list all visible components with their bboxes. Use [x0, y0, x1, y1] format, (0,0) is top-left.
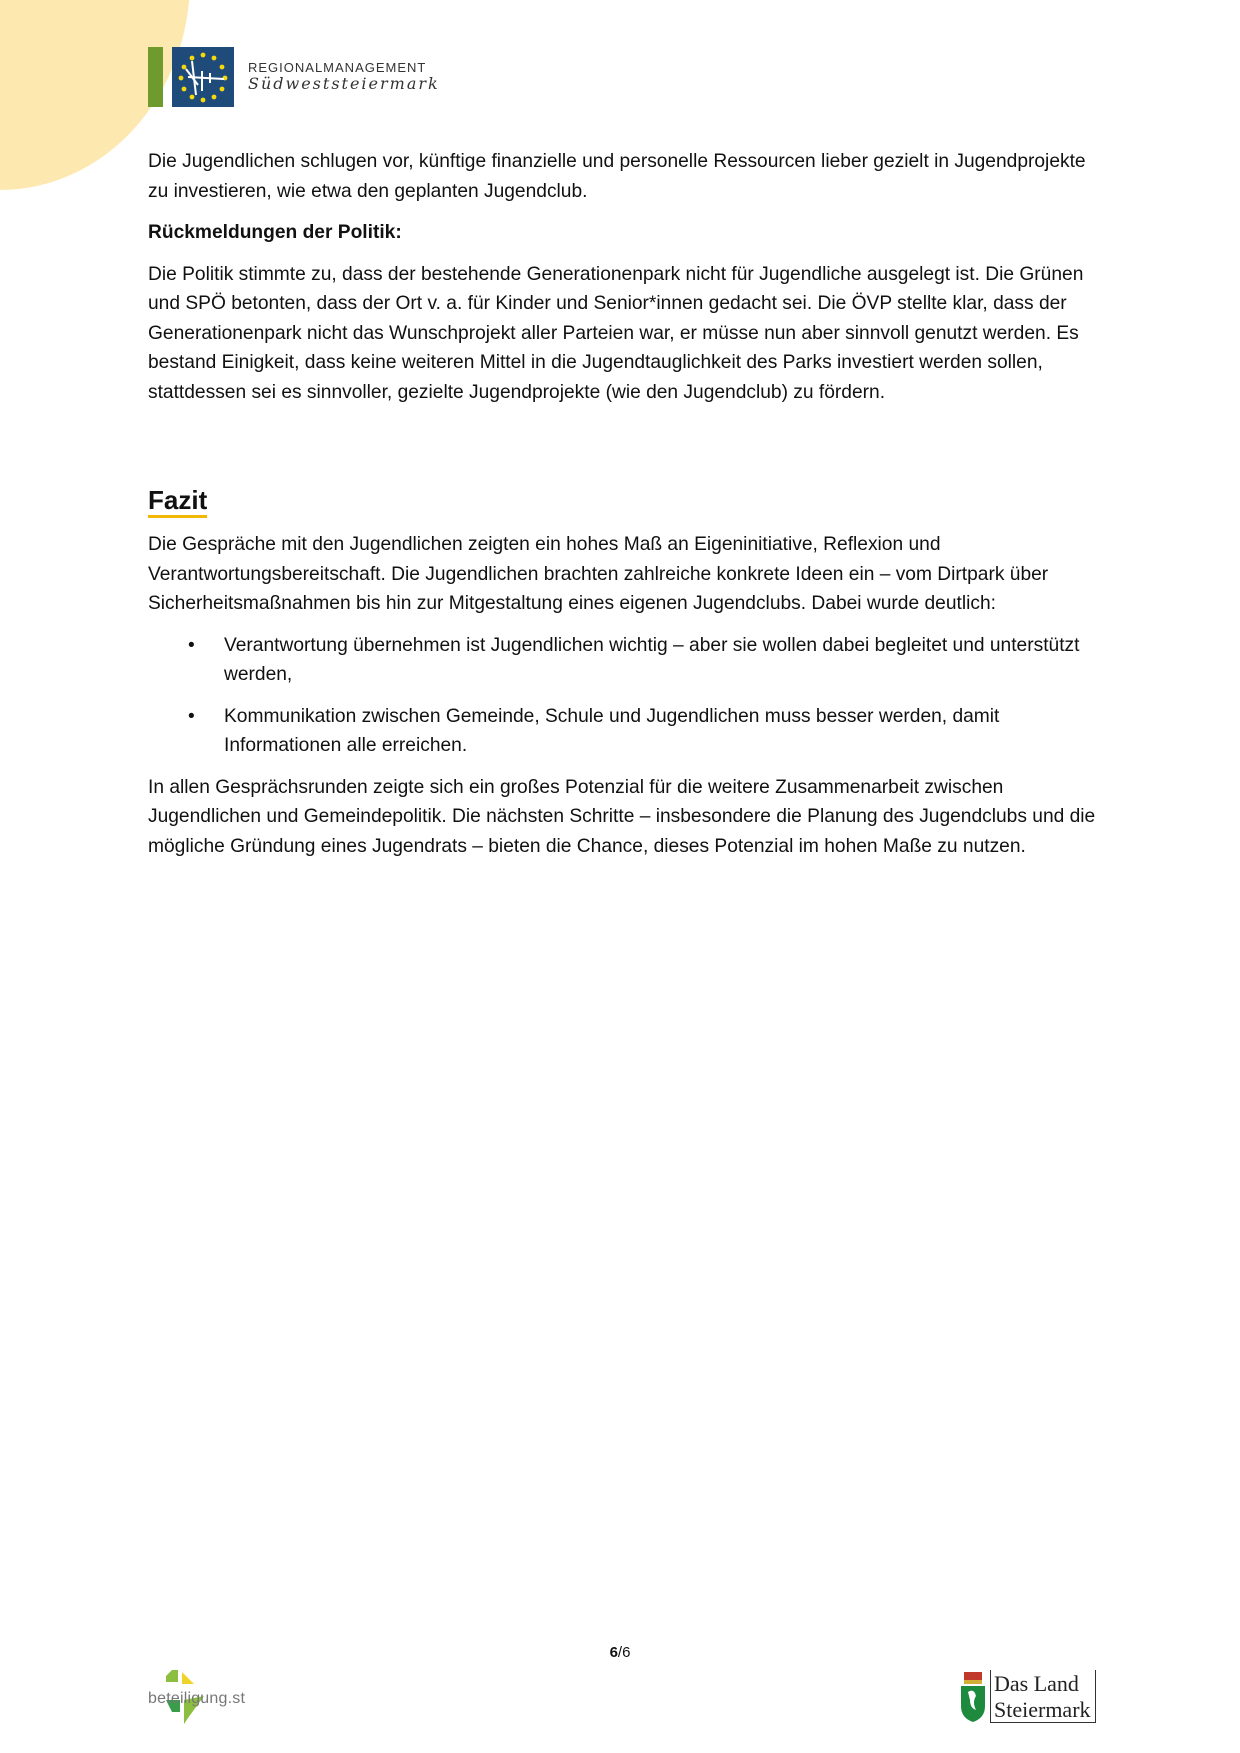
logo-subtitle: Südweststeiermark [248, 74, 440, 94]
page-total: 6 [622, 1644, 631, 1661]
fazit-bullet-list [148, 631, 1108, 761]
politics-heading: Rückmeldungen der Politik: [148, 222, 402, 243]
list-item-text: Verantwortung übernehmen ist Jugendlichen wichtig – aber sie wollen dabei begleitet und unterstützt werden, [224, 634, 1080, 685]
steiermark-logo [958, 1668, 1098, 1728]
logo-title: REGIONALMANAGEMENT [248, 60, 427, 76]
fazit-paragraph: Die Gespräche mit den Jugendlichen zeigten ein hohes Maß an Eigeninitiative, Reflexion und Verantwortungsbereitschaft. Die Jugendlichen brachten zahlreiche konkrete Ideen ein – vom Dirtpark über Sicherheitsmaßnahmen bis hin zur Mitgestaltung eines eigenen Jugendclubs. Dabei wurde deutlich: [148, 534, 1049, 614]
bullet-icon: • [188, 705, 195, 727]
regionalmanagement-logo [148, 47, 440, 107]
logo-green-bar [148, 47, 163, 107]
list-item-text: Kommunikation zwischen Gemeinde, Schule und Jugendlichen muss besser werden, damit Informationen alle erreichen. [224, 705, 1000, 756]
steiermark-coat-of-arms-icon [958, 1668, 988, 1724]
fazit-heading: Fazit [148, 485, 207, 518]
steiermark-line1: Das Land [994, 1671, 1079, 1696]
eu-stars-icon [172, 47, 234, 107]
politics-paragraph: Die Politik stimmte zu, dass der bestehende Generationenpark nicht für Jugendliche ausgelegt ist. Die Grünen und SPÖ betonten, dass der Ort v. a. für Kinder und Senior*innen gedacht sei. Die ÖVP stellte klar, dass der Generationenpark nicht das Wunschprojekt aller Parteien war, er müsse nun aber sinnvoll genutzt werden. Es bestand Einigkeit, dass keine weiteren Mittel in die Jugendtauglichkeit des Parks investiert werden sollen, stattdessen sei es sinnvoller, gezielte Jugendprojekte (wie den Jugendclub) zu fördern. [148, 263, 1084, 403]
steiermark-line2: Steiermark [994, 1697, 1091, 1722]
closing-paragraph: In allen Gesprächsrunden zeigte sich ein großes Potenzial für die weitere Zusammenarbeit zwischen Jugendlichen und Gemeindepolitik. Die nächsten Schritte – insbesondere die Planung des Jugendclubs und die mögliche Gründung eines Jugendrats – bieten die Chance, dieses Potenzial im hohen Maße zu nutzen. [148, 776, 1096, 857]
document-body [148, 147, 1108, 873]
list-item [148, 702, 1108, 761]
bullet-icon: • [188, 634, 195, 656]
page-current: 6 [609, 1644, 618, 1661]
intro-paragraph: Die Jugendlichen schlugen vor, künftige finanzielle und personelle Ressourcen lieber gezielt in Jugendprojekte zu investieren, wie etwa den geplanten Jugendclub. [148, 151, 1086, 202]
beteiligung-logo [148, 1668, 258, 1730]
list-item [148, 631, 1108, 690]
page-separator: / [617, 1644, 623, 1661]
page-number [0, 1644, 1240, 1661]
beteiligung-text: beteiligung.st [148, 1690, 246, 1707]
